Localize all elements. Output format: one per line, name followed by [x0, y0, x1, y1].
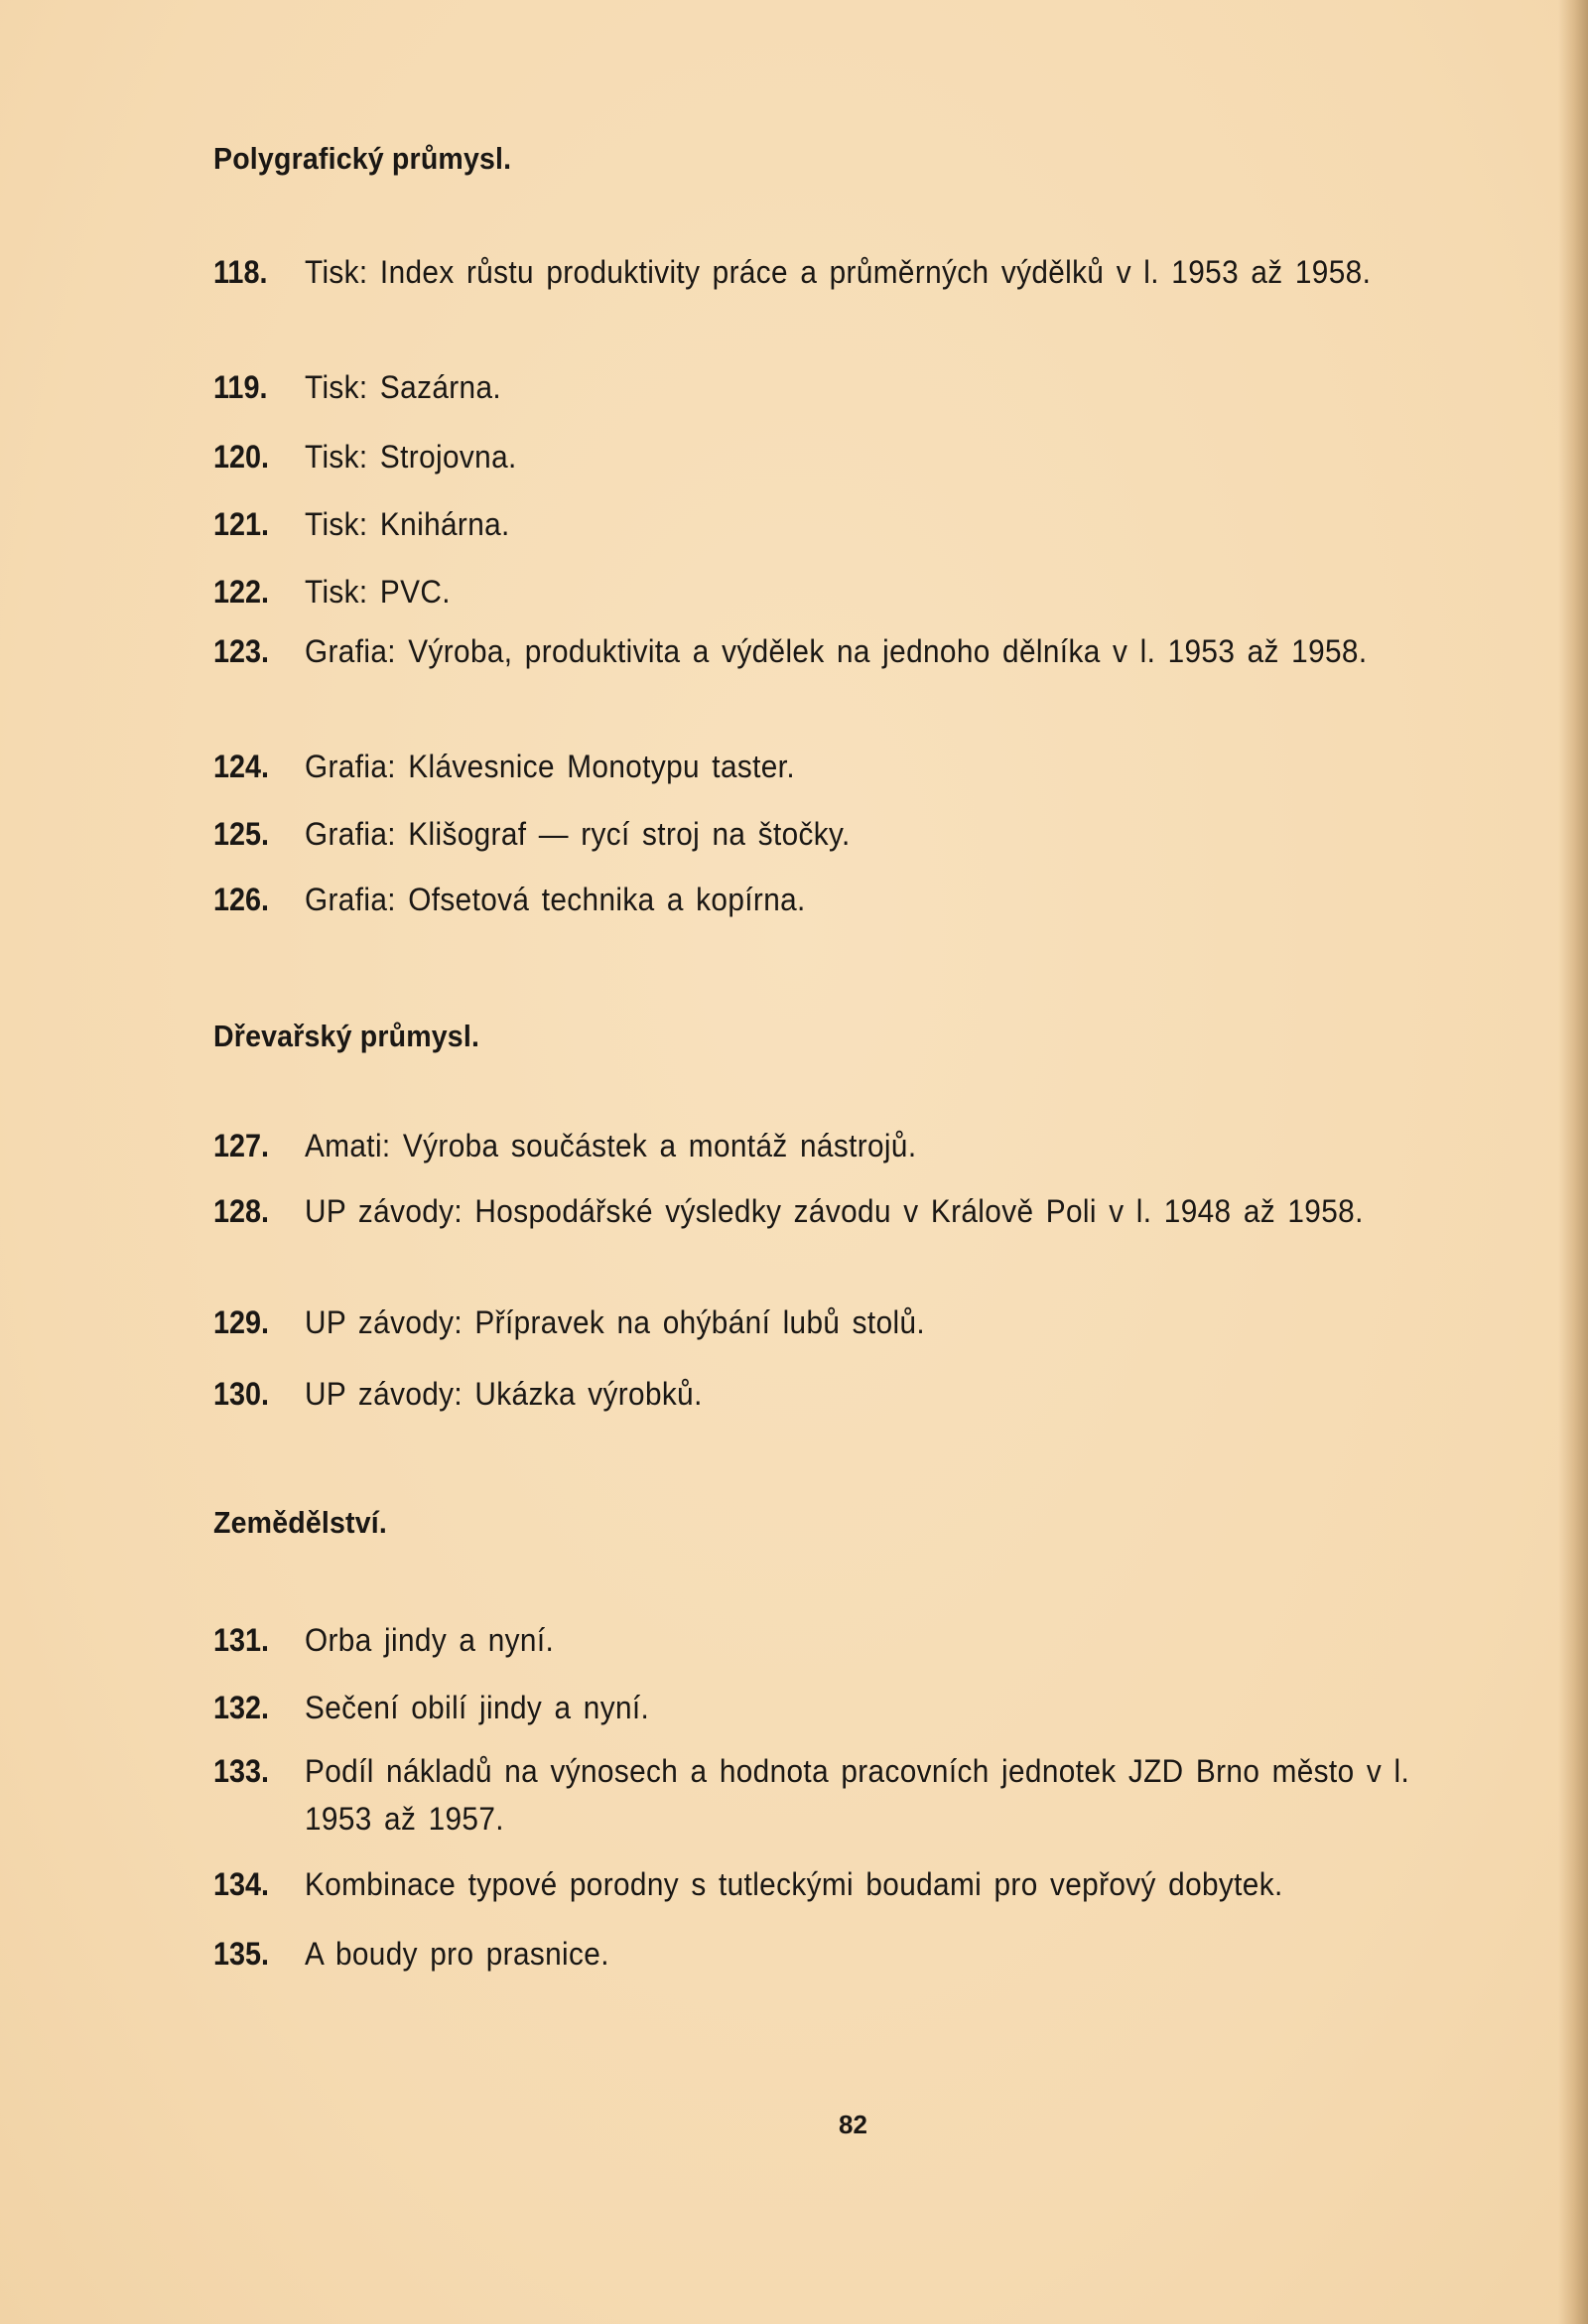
item-text: A boudy pro prasnice.: [305, 1936, 609, 1972]
item-number: 131.: [213, 1622, 270, 1658]
item-text: Orba jindy a nyní.: [305, 1622, 555, 1658]
list-item: [213, 627, 1494, 675]
item-text: Kombinace typové porodny s tutleckými boudami pro vepřový dobytek.: [305, 1866, 1283, 1902]
item-text: Grafia: Výroba, produktivita a výdělek na jednoho dělníka v l. 1953 až 1958.: [305, 633, 1368, 669]
item-number: 118.: [213, 254, 268, 290]
item-number: 126.: [213, 882, 270, 917]
item-text: Tisk: Sazárna.: [305, 369, 502, 405]
item-text: Grafia: Klišograf — rycí stroj na štočky.: [305, 816, 851, 852]
list-item: [213, 248, 1494, 296]
list-item: [213, 1930, 1494, 1978]
item-number: 119.: [213, 369, 268, 405]
item-number: 121.: [213, 506, 270, 542]
item-number: 134.: [213, 1866, 270, 1902]
item-number: 125.: [213, 816, 270, 852]
list-item: [213, 743, 1494, 790]
item-number: 122.: [213, 574, 270, 610]
list-item: [213, 1860, 1494, 1908]
item-text: Podíl nákladů na výnosech a hodnota pracovních jednotek JZD Brno město v l. 1953 až 1957.: [305, 1753, 1410, 1837]
section-heading-zemedelstvi: Zemědělství.: [213, 1505, 387, 1540]
item-number: 124.: [213, 749, 270, 784]
item-text: UP závody: Přípravek na ohýbání lubů stolů.: [305, 1304, 926, 1340]
item-text: Amati: Výroba součástek a montáž nástrojů.: [305, 1128, 917, 1163]
item-text: UP závody: Hospodářské výsledky závodu v Králově Poli v l. 1948 až 1958.: [305, 1193, 1364, 1229]
item-text: Tisk: Knihárna.: [305, 506, 510, 542]
item-number: 132.: [213, 1690, 270, 1725]
item-number: 129.: [213, 1304, 270, 1340]
list-item: [213, 433, 1494, 480]
item-text: Grafia: Klávesnice Monotypu taster.: [305, 749, 795, 784]
item-text: Grafia: Ofsetová technika a kopírna.: [305, 882, 806, 917]
section-heading-polygraficky: Polygrafický průmysl.: [213, 141, 512, 176]
list-item: [213, 1187, 1494, 1235]
item-number: 120.: [213, 439, 270, 475]
list-item: [213, 363, 1494, 411]
item-number: 128.: [213, 1193, 270, 1229]
list-item: [213, 568, 1494, 615]
list-item: [213, 1747, 1494, 1843]
list-item: [213, 1122, 1494, 1169]
list-item: [213, 1299, 1494, 1346]
item-text: Tisk: PVC.: [305, 574, 451, 610]
item-text: Tisk: Strojovna.: [305, 439, 517, 475]
item-number: 135.: [213, 1936, 270, 1972]
list-item: [213, 810, 1494, 858]
page-number: 82: [839, 2110, 867, 2139]
list-item: [213, 500, 1494, 548]
item-number: 127.: [213, 1128, 270, 1163]
list-item: [213, 1616, 1494, 1664]
list-item: [213, 1684, 1494, 1731]
item-text: Sečení obilí jindy a nyní.: [305, 1690, 650, 1725]
list-item: [213, 1370, 1494, 1418]
item-text: UP závody: Ukázka výrobků.: [305, 1376, 703, 1412]
item-number: 130.: [213, 1376, 270, 1412]
list-item: [213, 876, 1494, 923]
item-number: 123.: [213, 633, 270, 669]
item-number: 133.: [213, 1753, 270, 1789]
section-heading-drevarsky: Dřevařský průmysl.: [213, 1019, 480, 1053]
item-text: Tisk: Index růstu produktivity práce a průměrných výdělků v l. 1953 až 1958.: [305, 254, 1372, 290]
